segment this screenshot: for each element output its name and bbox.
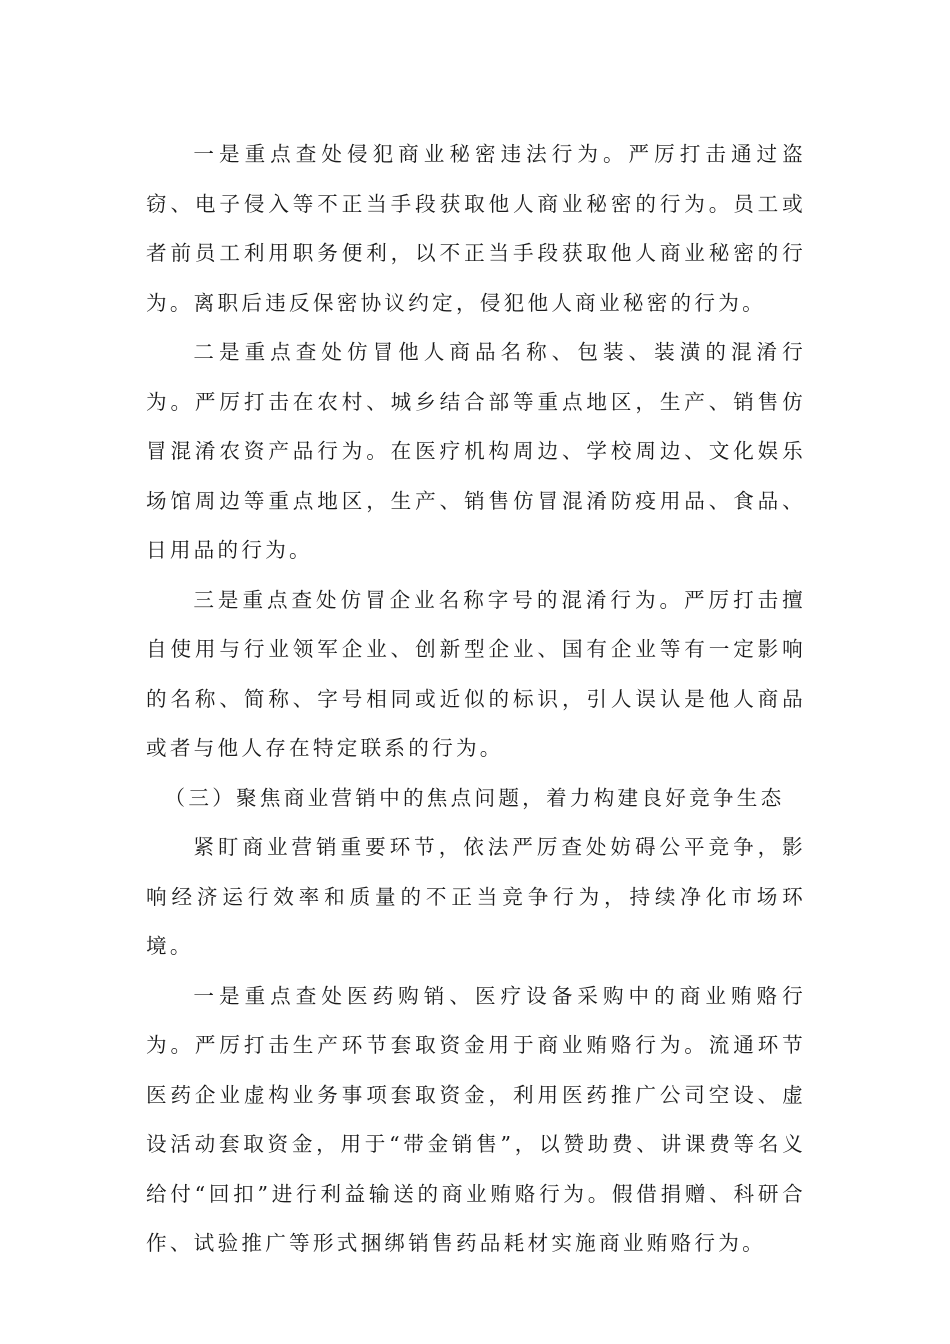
paragraph-product-confusion: 二是重点查处仿冒他人商品名称、包装、装潢的混淆行为。严厉打击在农村、城乡结合部等重点地区，生产、销售仿冒混淆农资产品行为。在医疗机构周边、学校周边、文化娱乐场馆周边等重点地区，生产、销售仿冒混淆防疫用品、食品、日用品的行为。 [146, 340, 806, 562]
paragraph-trade-secrets: 一是重点查处侵犯商业秘密违法行为。严厉打击通过盗窃、电子侵入等不正当手段获取他人商业秘密的行为。员工或者前员工利用职务便利，以不正当手段获取他人商业秘密的行为。离职后违反保密协议约定，侵犯他人商业秘密的行为。 [146, 142, 806, 315]
paragraph-marketing-intro: 紧盯商业营销重要环节，依法严厉查处妨碍公平竞争，影响经济运行效率和质量的不正当竞争行为，持续净化市场环境。 [146, 835, 806, 958]
document-body [146, 130, 806, 1269]
section-heading-marketing: （三）聚焦商业营销中的焦点问题，着力构建良好竞争生态 [164, 785, 785, 810]
paragraph-enterprise-name-confusion: 三是重点查处仿冒企业名称字号的混淆行为。严厉打击擅自使用与行业领军企业、创新型企业、国有企业等有一定影响的名称、简称、字号相同或近似的标识，引人误认是他人商品或者与他人存在特定联系的行为。 [146, 587, 806, 760]
paragraph-commercial-bribery: 一是重点查处医药购销、医疗设备采购中的商业贿赂行为。严厉打击生产环节套取资金用于商业贿赂行为。流通环节医药企业虚构业务事项套取资金，利用医药推广公司空设、虚设活动套取资金，用于“带金销售”，以赞助费、讲课费等名义给付“回扣”进行利益输送的商业贿赂行为。假借捐赠、科研合作、试验推广等形式捆绑销售药品耗材实施商业贿赂行为。 [146, 983, 806, 1255]
